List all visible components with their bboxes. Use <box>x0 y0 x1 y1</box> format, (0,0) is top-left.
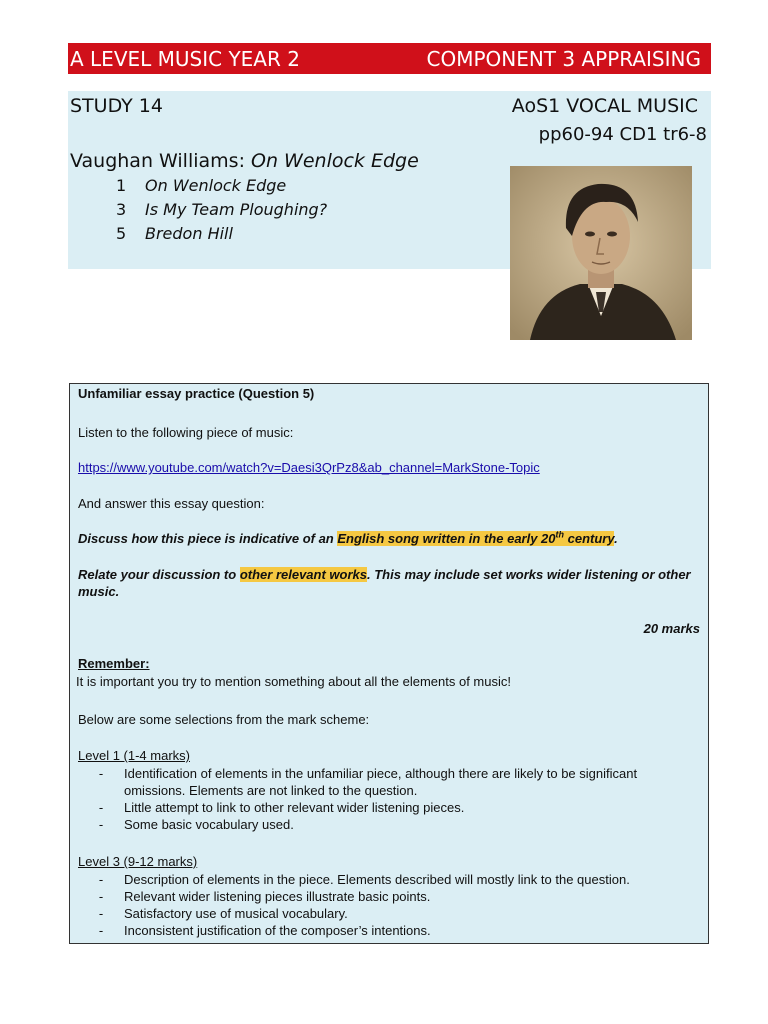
song-number: 3 <box>116 200 127 219</box>
composer-line <box>70 150 419 172</box>
question-punct: . <box>614 531 618 546</box>
question-text: Relate your discussion to <box>78 567 240 582</box>
level-1-title: Level 1 (1-4 marks) <box>78 748 190 763</box>
remember-text: It is important you try to mention something about all the elements of music! <box>76 674 511 689</box>
essay-heading: Unfamiliar essay practice (Question 5) <box>78 386 315 401</box>
list-item: - Relevant wider listening pieces illustrate basic points. <box>98 889 431 904</box>
essay-practice-box <box>69 383 709 944</box>
song-list <box>116 176 327 248</box>
song-item <box>116 224 327 248</box>
listen-instruction: Listen to the following piece of music: <box>78 425 294 440</box>
song-item <box>116 200 327 224</box>
essay-question-1 <box>78 530 700 547</box>
portrait-image <box>510 166 692 340</box>
remember-heading: Remember: <box>78 656 150 671</box>
level-3-list <box>78 871 700 939</box>
essay-question-2 <box>78 566 700 600</box>
page-reference: pp60-94 CD1 tr6-8 <box>538 124 707 145</box>
question-text: Discuss how this piece is indicative of an <box>78 531 338 546</box>
song-number: 5 <box>116 224 127 243</box>
song-title: Is My Team Ploughing? <box>145 200 328 219</box>
youtube-link[interactable]: https://www.youtube.com/watch?v=Daesi3QrPz8&ab_channel=MarkStone-Topic <box>78 460 540 475</box>
title-banner <box>68 43 711 74</box>
list-item: - Satisfactory use of musical vocabulary. <box>98 906 348 921</box>
list-item: - Little attempt to link to other relevant wider listening pieces. <box>98 800 465 815</box>
composer-portrait <box>510 166 692 340</box>
list-item: - Description of elements in the piece. Elements described will mostly link to the question. <box>98 872 630 887</box>
level-1-list <box>78 765 700 833</box>
song-item <box>116 176 327 200</box>
highlight-english-song <box>337 531 614 546</box>
song-title: Bredon Hill <box>145 224 233 243</box>
work-title: On Wenlock Edge <box>251 150 419 172</box>
list-item: - Identification of elements in the unfamiliar piece, although there are likely to be significant omissions. Elements are not linked to the question. <box>98 766 638 798</box>
ordinal-suffix: th <box>555 529 565 540</box>
banner-course: A LEVEL MUSIC YEAR 2 <box>70 46 300 71</box>
song-number: 1 <box>116 176 127 195</box>
area-of-study: AoS1 VOCAL MUSIC <box>511 95 698 117</box>
mark-scheme-intro: Below are some selections from the mark scheme: <box>78 712 370 727</box>
level-3-title: Level 3 (9-12 marks) <box>78 854 198 869</box>
marks-available: 20 marks <box>643 621 700 636</box>
highlight-text: English song written in the early 20 <box>337 531 556 546</box>
answer-instruction: And answer this essay question: <box>78 496 265 511</box>
highlight-other-works: other relevant works <box>239 567 367 582</box>
composer-name: Vaughan Williams: <box>70 150 252 172</box>
study-number: STUDY 14 <box>70 95 163 117</box>
list-item: - Inconsistent justification of the composer’s intentions. <box>98 923 431 938</box>
list-item: - Some basic vocabulary used. <box>98 817 294 832</box>
song-title: On Wenlock Edge <box>145 176 287 195</box>
highlight-text-end: century <box>564 531 615 546</box>
banner-component: COMPONENT 3 APPRAISING <box>426 46 701 71</box>
question-text-end: . This may include set works wider listening or other music. <box>78 567 691 599</box>
